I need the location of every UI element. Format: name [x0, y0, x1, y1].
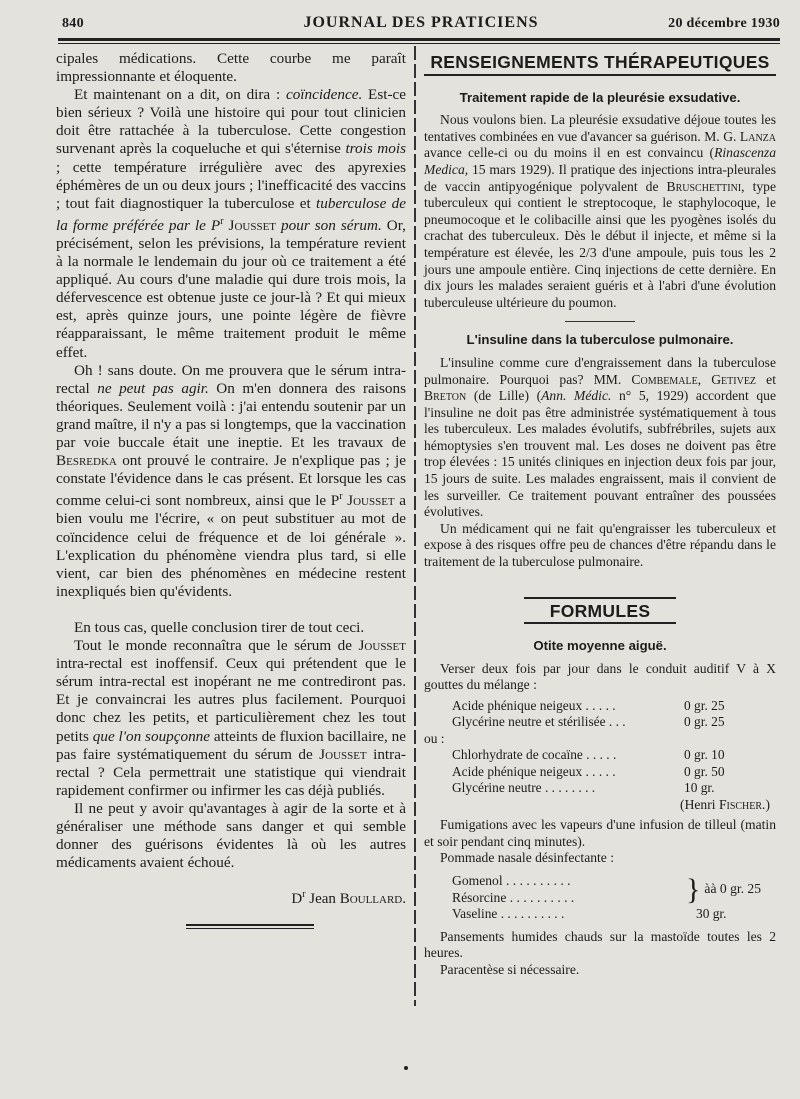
article-title: Traitement rapide de la pleurésie exsudative. — [459, 89, 741, 105]
page-number: 840 — [62, 16, 84, 31]
paragraph: L'insuline comme cure d'engraissement dans la tuberculose pulmonaire. Pourquoi pas? MM. Combemale, Getivez et Breton (de Lille) (Ann. Médic. n° 5, 1929) accordent que l'insuline ne doit pas être administrée systématiquement à tous les tuberculeux. Les malades évolutifs, subfrébriles, sujets aux hémoptysies s'en trouvent mal. Les doses ne doivent pas être trop élevées : 15 unités cliniques en injection deux fois par jour, 15 jours de suite. Les malades engraissent, mais il convient de les surveiller. Ce traitement pouvant entraîner des poussées évolutives. — [424, 354, 776, 520]
paragraph: Et maintenant on a dit, on dira : coïncidence. Est-ce bien sérieux ? Voilà une histoire qui pour tout clinicien doit être rattachée à la tuberculose. Cette congestion survenant après la coqueluche et qui s'éternise trois mois ; cette température irrégulière avec des apyrexies éphémères de un ou deux jours ; l'inefficacité des vaccins ; tout fait diagnostiquer la tuberculose et tuberculose de la forme préférée par le $P^r$ Jousset pour son sérum. Or, précisément, selon les prévisions, la température revient à la normale le lendemain du jour où ce traitement a été appliqué. Au cours d'une maladie qui dure trois mois, la défervescence est obtenue juste ce jour-là ? Et qui mieux est, après quinze jours, une pointe légère de fièvre réapparaissant, le même traitement produit le même effet. — [56, 86, 407, 361]
journal-title: JOURNAL DES PRATICIENS — [303, 14, 539, 31]
paragraph: Pansements humides chauds sur la mastoïde toutes les 2 heures. — [424, 928, 776, 961]
column-divider — [414, 46, 416, 1006]
paragraph: Fumigations avec les vapeurs d'une infusion de tilleul (matin et soir pendant cinq minutes). — [424, 817, 776, 849]
paragraph: Tout le monde reconnaîtra que le sérum de Jousset intra-rectal est inoffensif. Ceux qui prétendent que le sérum intra-rectal est inopérant ne me contrediront pas. Et je convaincrai les autres plus facilement. Pourquoi donc chez les petits, et particulièrement chez les tout petits que l'on soupçonne atteints de fluxion bacillaire, ne pas faire systématiquement du sérum de Jousset intra-rectal ? Cela permettrait une statistique qui viendrait rapidement confirmer ou infirmer les cas déjà publiés. — [56, 637, 406, 799]
paragraph: Paracentèse si nécessaire. — [440, 961, 580, 977]
recipe-line: Gomenol . . . . . . . . . . — [452, 873, 571, 888]
recipe-1 — [424, 698, 776, 731]
recipe-line: Chlorhydrate de cocaïne . . . . . 0 gr. 10 — [452, 747, 725, 763]
paragraph: Oh ! sans doute. On me prouvera que le sérum intra-rectal ne peut pas agir. On m'en donnera des raisons théoriques. Seulement voilà : j'ai entendu soutenir par un grand maître, il n'y a pas si longtemps, que la vaccination par voie buccale était une ineptie. Et les travaux de Besredka ont prouvé le contraire. Je n'explique pas ; je constate l'évidence dans le cas présent. Et lorsque les cas comme celui-ci sont nombreux, ainsi que le $P^r$ Jousset a bien voulu me l'écrire, « on peut substituer au mot de coïncidence celui de fréquence et de loi générale ». L'explication du phénomène viendra plus tard, si elle vient, car bien des phénomènes en médecine restent inexpliqués bien qu'évidents. — [56, 361, 407, 600]
or-label: ou : — [424, 730, 445, 746]
issue-date: 20 décembre 1930 — [668, 16, 780, 31]
recipe-3 — [424, 873, 776, 906]
recipe-line: Résorcine . . . . . . . . . . — [452, 889, 575, 905]
recipe-line: Vaseline . . . . . . . . . . 30 gr. — [452, 906, 727, 922]
recipe-dose: àà 0 gr. 25 — [704, 881, 762, 897]
article-title: Otite moyenne aiguë. — [533, 638, 667, 654]
header-rule-thin — [58, 43, 780, 44]
signature: $D^r$ Jean Boullard. — [291, 889, 406, 908]
paragraph: Un médicament qui ne fait qu'engraisser les tuberculeux et expose à des risques offre peu de chances d'être répandu dans le traitement de la tuberculose pulmonaire. — [424, 520, 776, 570]
page-header — [62, 14, 780, 36]
paragraph: Pommade nasale désinfectante : — [440, 850, 615, 866]
article-title: L'insuline dans la tuberculose pulmonaire. — [466, 332, 734, 348]
section-title: RENSEIGNEMENTS THÉRAPEUTIQUES — [424, 54, 776, 76]
recipe-3-last — [424, 906, 776, 922]
recipe-line: Glycérine neutre . . . . . . . . 10 gr. — [452, 780, 715, 796]
end-rule — [186, 924, 314, 926]
paragraph: Verser deux fois par jour dans le conduit auditif V à X gouttes du mélange : — [424, 660, 776, 693]
recipe-line: Acide phénique neigeux . . . . . 0 gr. 25 — [452, 698, 725, 713]
attribution: (Henri Fischer.) — [680, 796, 770, 812]
paragraph: cipales médications. Cette courbe me paraît impressionnante et éloquente. — [56, 50, 406, 86]
paragraph: En tous cas, quelle conclusion tirer de tout ceci. — [74, 618, 365, 636]
left-column — [56, 50, 406, 929]
paragraph: Nous voulons bien. La pleurésie exsudative déjoue toutes les tentatives combinées en vue d'avancer sa guérison. M. G. Lanza avance celle-ci ou du moins il en est convaincu (Rinascenza Medica, 15 mars 1929). Il pratique des injections intra-pleurales de vaccin antipyogénique polyvalent de Bruschettini, type tuberculeux qui contient le streptocoque, le staphylocoque, le pneumocoque et le colibacille ainsi que les pyogènes isolés du crachat des tuberculeux. Dès le début il injecte, et même si la température est élevée, les 2/3 d'une ampoule, puis tous les 2 jours une ampoule entière. Cinq injections de cette dernière. En dix jours les malades seraient guéris et à l'abri d'une évolution tuberculeuse ultérieure du poumon. — [424, 112, 777, 310]
header-rule — [58, 38, 780, 41]
separator — [565, 321, 635, 322]
paragraph: Il ne peut y avoir qu'avantages à agir de la sorte et à généraliser une méthode sans danger et qui semble donner des guérisons évidentes là où les autres médicaments avaient échoué. — [56, 799, 406, 872]
right-column — [424, 54, 776, 978]
page-dot — [404, 1066, 408, 1070]
brace-symbol: } — [686, 872, 701, 906]
recipe-2 — [424, 747, 776, 796]
recipe-line: Glycérine neutre et stérilisée . . . 0 gr. 25 — [452, 714, 725, 730]
section-title: FORMULES — [524, 597, 676, 625]
recipe-line: Acide phénique neigeux . . . . . 0 gr. 50 — [452, 763, 725, 779]
end-rule-thin — [186, 928, 314, 929]
